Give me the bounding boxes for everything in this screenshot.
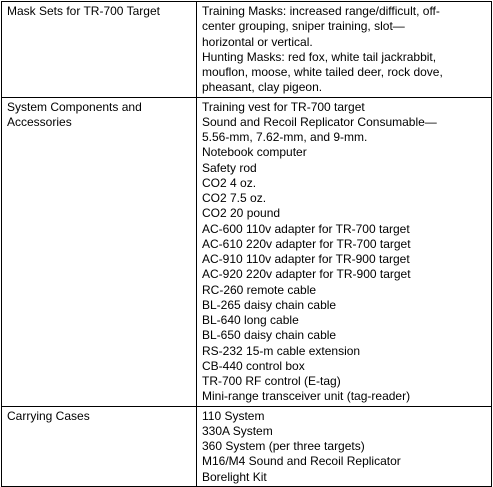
hunting-masks-paragraph — [202, 50, 486, 96]
list-item: CO2 20 pound — [202, 206, 281, 221]
table-row-system-components — [2, 97, 492, 406]
category-cell — [2, 97, 197, 406]
list-item: AC-920 220v adapter for TR-900 target — [202, 267, 411, 282]
list-item: 360 System (per three targets) — [202, 439, 365, 453]
items-cell — [197, 406, 492, 486]
category-label: Carrying Cases — [7, 408, 90, 423]
text-line: mouflon, moose, white tailed deer, rock dove, — [202, 65, 443, 79]
list-item: 110 System — [202, 408, 265, 423]
list-item: CO2 4 oz. — [202, 175, 257, 190]
text-line: horizontal or vertical. — [202, 34, 313, 49]
text-line: pheasant, clay pigeon. — [202, 80, 323, 95]
text-line: Training Masks: increased range/difficult, off- — [202, 4, 440, 18]
list-item: M16/M4 Sound and Recoil Replicator — [202, 454, 401, 469]
category-cell — [2, 406, 197, 486]
list-item: CO2 7.5 oz. — [202, 191, 267, 205]
list-item: 330A System — [202, 423, 273, 438]
category-label: System Components and Accessories — [7, 99, 142, 129]
list-item: TR-700 RF control (E-tag) — [202, 374, 341, 388]
list-item: Sound and Recoil Replicator Consumable— — [202, 114, 437, 129]
list-item: AC-600 110v adapter for TR-700 target — [202, 221, 410, 236]
list-item: AC-610 220v adapter for TR-700 target — [202, 236, 411, 251]
list-item: AC-910 110v adapter for TR-900 target — [202, 252, 410, 266]
category-cell — [2, 2, 197, 98]
list-item: Training vest for TR-700 target — [202, 99, 365, 114]
list-item: RS-232 15-m cable extension — [202, 343, 361, 358]
training-masks-paragraph — [202, 4, 486, 50]
list-item: 5.56-mm, 7.62-mm, and 9-mm. — [202, 130, 368, 144]
list-item: CB-440 control box — [202, 358, 305, 373]
list-item: BL-640 long cable — [202, 313, 299, 327]
table-row-carrying-cases — [2, 406, 492, 486]
table-row-mask-sets — [2, 2, 492, 98]
text-line: Hunting Masks: red fox, white tail jackrabbit, — [202, 49, 437, 64]
list-item: BL-265 daisy chain cable — [202, 297, 337, 312]
text-line: center grouping, sniper training, slot— — [202, 19, 405, 34]
category-label: Mask Sets for TR-700 Target — [7, 4, 160, 18]
list-item: Notebook computer — [202, 145, 307, 160]
list-item: RC-260 remote cable — [202, 282, 317, 297]
equipment-table — [1, 1, 492, 487]
list-item: BL-650 daisy chain cable — [202, 328, 337, 343]
items-cell — [197, 2, 492, 98]
items-cell — [197, 97, 492, 406]
list-item: Mini-range transceiver unit (tag-reader) — [202, 389, 411, 404]
list-item: Safety rod — [202, 160, 257, 175]
list-item: Borelight Kit — [202, 469, 267, 484]
